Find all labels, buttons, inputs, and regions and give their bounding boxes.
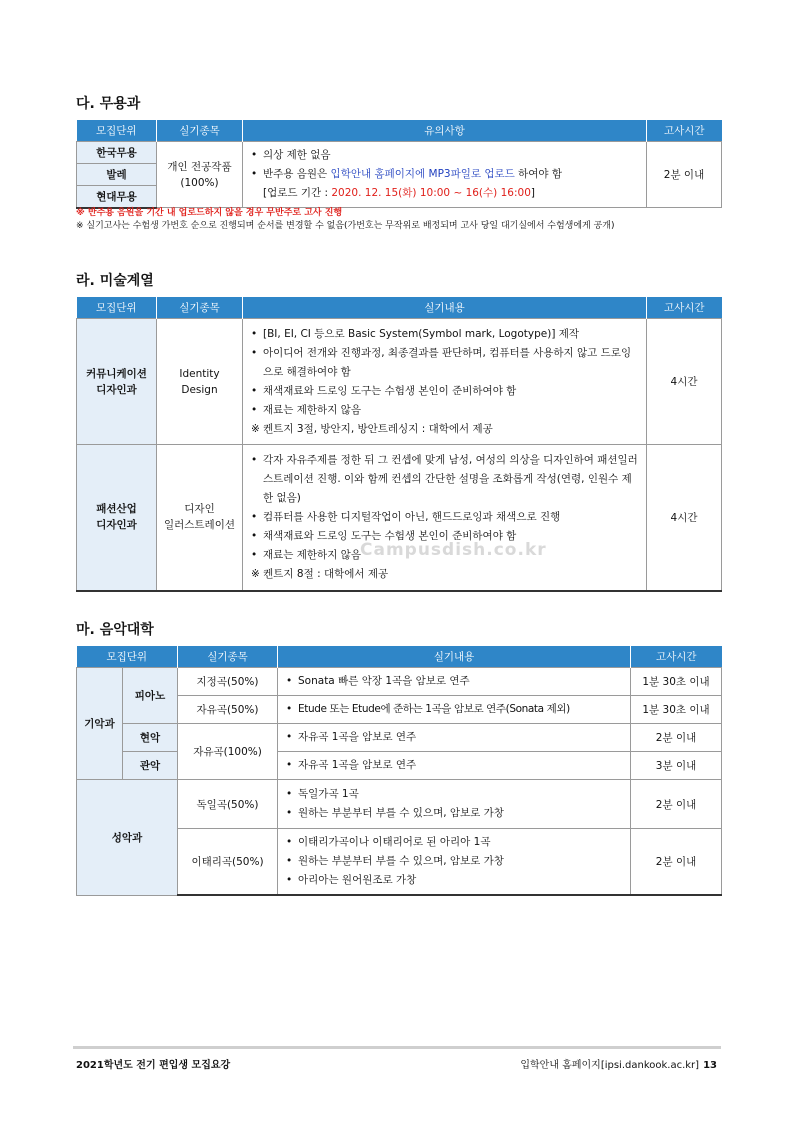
unit-communication-design: 커뮤니케이션 디자인과	[77, 319, 157, 445]
content-piano-required	[278, 668, 631, 696]
content-note: ※ 켄트지 8절 : 대학에서 제공	[251, 567, 389, 580]
time-communication-design: 4시간	[647, 319, 722, 445]
content-item: • 채색재료와 드로잉 도구는 수험생 본인이 준비하여야 함	[251, 382, 638, 401]
header-unit: 모집단위	[77, 297, 157, 319]
section-title-music: 마. 음악대학	[76, 622, 154, 638]
content-item: • 이태리가곡이나 이태리어로 된 아리아 1곡	[286, 833, 622, 852]
content-item: • 재료는 제한하지 않음	[251, 546, 638, 565]
unit-korean-dance: 한국무용	[77, 142, 157, 164]
event-design-illustration: 디자인 일러스트레이션	[157, 445, 243, 591]
content-item: • 원하는 부분부터 부를 수 있으며, 암보로 가창	[286, 804, 622, 823]
content-item: • 원하는 부분부터 부를 수 있으며, 암보로 가창	[286, 852, 622, 871]
footer-homepage: 입학안내 홈페이지[ipsi.dankook.ac.kr]	[520, 1060, 700, 1071]
time-piano-required: 1분 30초 이내	[631, 668, 722, 696]
unit-fashion-design: 패션산업 디자인과	[77, 445, 157, 591]
event-piano-free: 자유곡(50%)	[178, 696, 278, 724]
footer-title: 2021학년도 전기 편입생 모집요강	[76, 1060, 231, 1071]
unit-ballet: 발레	[77, 164, 157, 186]
dance-note-period	[251, 184, 638, 203]
content-item: • [BI, EI, CI 등으로 Basic System(Symbol mark, Logotype)] 제작	[251, 325, 638, 344]
header-unit: 모집단위	[77, 120, 157, 142]
header-notes: 유의사항	[243, 120, 647, 142]
dance-event: 개인 전공작품 (100%)	[157, 142, 243, 208]
content-item: • 각자 자유주제를 정한 뒤 그 컨셉에 맞게 남성, 여성의 의상을 디자인하여 패션일러스트레이션 진행. 이와 함께 컨셉의 간단한 설명을 조화롭게 작성(연령, 인원수 제한 없음)	[251, 451, 638, 508]
unit-vocal: 성악과	[77, 780, 178, 896]
content-item: • 아리아는 원어원조로 가창	[286, 871, 622, 890]
content-item: • 아이디어 전개와 진행과정, 최종결과를 판단하며, 컴퓨터를 사용하지 않고 드로잉으로 해결하여야 함	[251, 344, 638, 382]
header-event: 실기종목	[157, 297, 243, 319]
time-german-song: 2분 이내	[631, 780, 722, 829]
header-content: 실기내용	[243, 297, 647, 319]
content-item: • 독일가곡 1곡	[286, 785, 622, 804]
time-strings: 2분 이내	[631, 724, 722, 752]
dance-footnotes	[76, 207, 615, 233]
time-fashion-design: 4시간	[647, 445, 722, 591]
dance-note-upload	[251, 165, 638, 184]
footer-info	[520, 1056, 717, 1071]
unit-wind: 관악	[123, 752, 178, 780]
content-communication-design	[243, 319, 647, 445]
content-italian-song	[278, 829, 631, 896]
dance-note-costume: • 의상 제한 없음	[251, 146, 638, 165]
content-item: • 재료는 제한하지 않음	[251, 401, 638, 420]
content-item: • Etude 또는 Etude에 준하는 1곡을 암보로 연주(Sonata 제외)	[286, 700, 626, 719]
dance-time: 2분 이내	[647, 142, 722, 208]
content-fashion-design	[243, 445, 647, 591]
content-item: • 채색재료와 드로잉 도구는 수험생 본인이 준비하여야 함	[251, 527, 638, 546]
time-italian-song: 2분 이내	[631, 829, 722, 896]
footer-divider	[73, 1046, 721, 1049]
dance-table	[76, 120, 722, 209]
upload-instruction: 입학안내 홈페이지에 MP3파일로 업로드	[330, 168, 515, 180]
time-piano-free: 1분 30초 이내	[631, 696, 722, 724]
note-text: ]	[530, 187, 535, 199]
event-italian-song: 이태리곡(50%)	[178, 829, 278, 896]
note-text: 하여야 함	[514, 168, 563, 180]
event-german-song: 독일곡(50%)	[178, 780, 278, 829]
upload-period: 2020. 12. 15(화) 10:00 ~ 16(수) 16:00	[331, 187, 531, 199]
content-item: • 컴퓨터를 사용한 디지털작업이 아닌, 핸드드로잉과 채색으로 진행	[251, 508, 638, 527]
music-table	[76, 646, 722, 896]
event-piano-required: 지정곡(50%)	[178, 668, 278, 696]
header-event: 실기종목	[178, 646, 278, 668]
header-time: 고사시간	[631, 646, 722, 668]
content-strings	[278, 724, 631, 752]
content-piano-free	[278, 696, 631, 724]
note-text: 반주용 음원은	[263, 168, 331, 180]
content-item: • Sonata 빠른 악장 1곡을 암보로 연주	[286, 672, 622, 691]
header-unit: 모집단위	[77, 646, 178, 668]
dance-notes	[243, 142, 647, 208]
section-title-art: 라. 미술계열	[76, 273, 154, 289]
footnote-order: ※ 실기고사는 수험생 가번호 순으로 진행되며 순서를 변경할 수 없음(가번호는 무작위로 배정되며 고사 당일 대기실에서 수험생에게 공개)	[76, 221, 615, 231]
content-note: ※ 켄트지 3절, 방안지, 방안트레싱지 : 대학에서 제공	[251, 422, 493, 435]
time-wind: 3분 이내	[631, 752, 722, 780]
content-item: • 자유곡 1곡을 암보로 연주	[286, 756, 622, 775]
watermark: Campusdish.co.kr	[360, 540, 547, 560]
event-identity-design: Identity Design	[157, 319, 243, 445]
section-title-dance: 다. 무용과	[76, 96, 141, 112]
content-german-song	[278, 780, 631, 829]
event-free-piece: 자유곡(100%)	[178, 724, 278, 780]
page-number: 13	[703, 1060, 717, 1071]
unit-modern-dance: 현대무용	[77, 186, 157, 208]
header-content: 실기내용	[278, 646, 631, 668]
unit-piano: 피아노	[123, 668, 178, 724]
unit-strings: 현악	[123, 724, 178, 752]
content-item: • 자유곡 1곡을 암보로 연주	[286, 728, 622, 747]
content-wind	[278, 752, 631, 780]
header-time: 고사시간	[647, 297, 722, 319]
footnote-accompaniment: ※ 반주용 음원을 기간 내 업로드하지 않을 경우 무반주로 고사 진행	[76, 208, 343, 218]
header-time: 고사시간	[647, 120, 722, 142]
header-event: 실기종목	[157, 120, 243, 142]
unit-instrumental: 기악과	[77, 668, 123, 780]
note-text: [업로드 기간 :	[263, 187, 332, 199]
